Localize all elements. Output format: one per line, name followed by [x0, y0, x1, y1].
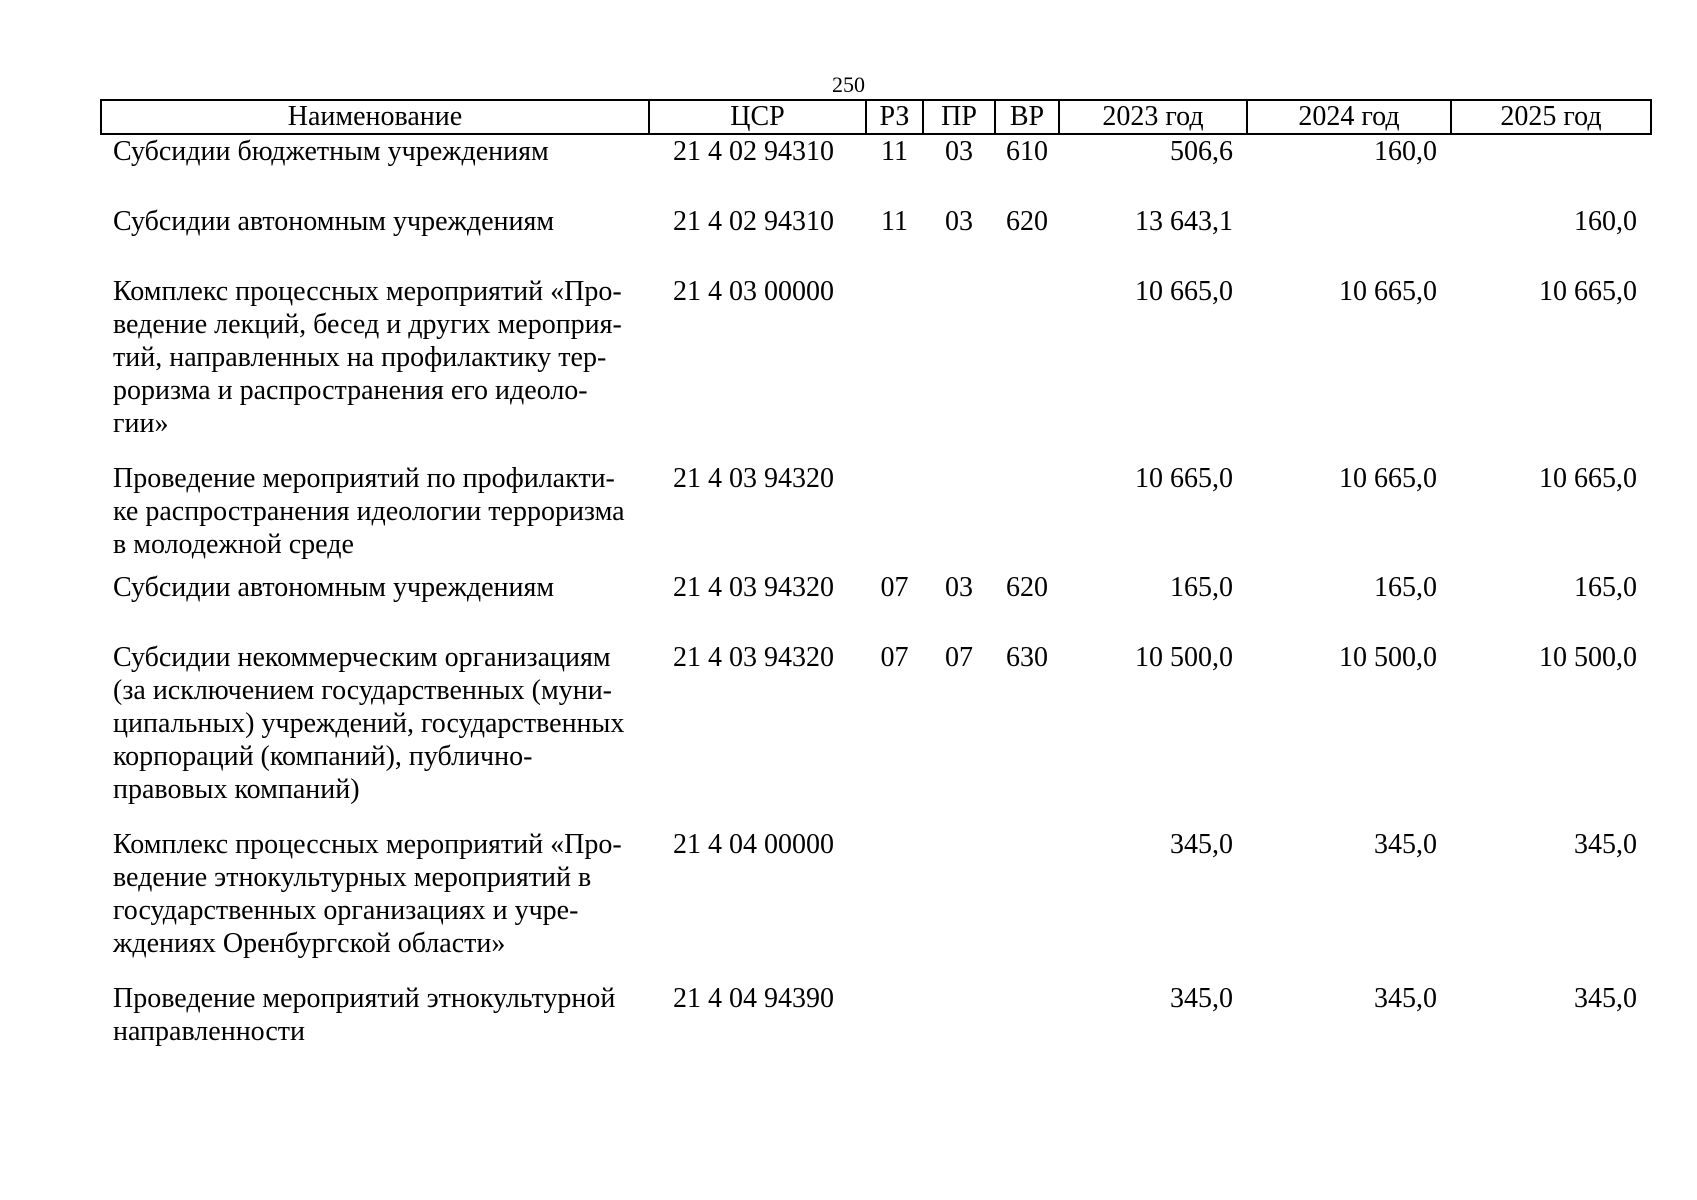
- header-2025: 2025 год: [1451, 100, 1651, 134]
- cell-pr: 03: [945, 206, 973, 237]
- cell-2025: 10 665,0: [1539, 276, 1637, 307]
- cell-pr: [923, 275, 995, 462]
- cell-2024: 345,0: [1374, 983, 1437, 1014]
- cell-2024: 160,0: [1374, 136, 1437, 167]
- cell-rz: [866, 982, 923, 1048]
- cell-pr: [923, 982, 995, 1048]
- cell-vr: 610: [1006, 136, 1048, 167]
- cell-csr: 21 4 03 94320: [673, 572, 834, 603]
- header-vr: ВР: [995, 100, 1059, 134]
- cell-name: Субсидии некоммерческим организациям (за исключением государственных (муни- ципальных) учреждений, государственных корпораций (компаний), публично- правовых компаний): [113, 642, 625, 805]
- table-row: [101, 828, 1651, 982]
- budget-table: [100, 99, 1652, 1048]
- header-name: Наименование: [101, 100, 649, 134]
- cell-2024: [1247, 205, 1451, 275]
- cell-vr: [995, 828, 1059, 982]
- cell-2025: 345,0: [1574, 983, 1637, 1014]
- cell-2025: 10 665,0: [1539, 463, 1637, 494]
- cell-2024: 345,0: [1374, 829, 1437, 860]
- cell-pr: 03: [945, 572, 973, 603]
- table-row: [101, 275, 1651, 462]
- cell-name: Комплекс процессных мероприятий «Про- ведение этнокультурных мероприятий в государственных организациях и учре- ждениях Оренбургской области»: [113, 829, 622, 959]
- cell-rz: 07: [880, 642, 909, 673]
- cell-vr: [995, 462, 1059, 571]
- cell-2023: 345,0: [1170, 829, 1233, 860]
- cell-name: Проведение мероприятий по профилакти- ке распространения идеологии терроризма в молодежной среде: [113, 463, 625, 560]
- table-row: [101, 205, 1651, 275]
- cell-rz: [866, 828, 923, 982]
- cell-csr: 21 4 04 00000: [673, 829, 834, 860]
- cell-csr: 21 4 03 00000: [673, 276, 834, 307]
- cell-csr: 21 4 02 94310: [673, 206, 834, 237]
- cell-pr: [923, 828, 995, 982]
- cell-name: Комплекс процессных мероприятий «Про- ведение лекций, бесед и других мероприя- тий, направленных на профилактику тер- роризма и распространения его идеоло- гии»: [113, 276, 622, 439]
- table-row: [101, 462, 1651, 571]
- table-header-row: [101, 100, 1651, 134]
- table-row: [101, 641, 1651, 828]
- cell-2023: 10 665,0: [1135, 276, 1233, 307]
- cell-csr: 21 4 02 94310: [673, 136, 834, 167]
- cell-pr: 07: [945, 642, 973, 673]
- table-row: [101, 134, 1651, 205]
- cell-vr: 620: [1006, 206, 1048, 237]
- cell-name: Субсидии бюджетным учреждениям: [113, 136, 549, 167]
- table-row: [101, 571, 1651, 641]
- cell-rz: 11: [881, 136, 908, 167]
- cell-rz: 11: [881, 206, 908, 237]
- cell-2025: 160,0: [1574, 206, 1637, 237]
- cell-2024: 10 665,0: [1339, 463, 1437, 494]
- table-body: [101, 134, 1651, 1048]
- header-pr: ПР: [923, 100, 995, 134]
- cell-2025: [1451, 134, 1651, 205]
- cell-2025: 165,0: [1574, 572, 1637, 603]
- header-csr: ЦСР: [649, 100, 866, 134]
- cell-pr: 03: [945, 136, 973, 167]
- cell-csr: 21 4 03 94320: [673, 463, 834, 494]
- header-2024: 2024 год: [1247, 100, 1451, 134]
- table-row: [101, 982, 1651, 1048]
- cell-2023: 345,0: [1170, 983, 1233, 1014]
- cell-name: Проведение мероприятий этнокультурной направленности: [113, 983, 616, 1047]
- header-2023: 2023 год: [1059, 100, 1247, 134]
- cell-name: Субсидии автономным учреждениям: [113, 572, 555, 603]
- cell-2024: 165,0: [1374, 572, 1437, 603]
- cell-rz: [866, 462, 923, 571]
- cell-2023: 13 643,1: [1135, 206, 1233, 237]
- cell-2025: 10 500,0: [1539, 642, 1637, 673]
- cell-2024: 10 500,0: [1339, 642, 1437, 673]
- cell-2024: 10 665,0: [1339, 276, 1437, 307]
- cell-vr: [995, 982, 1059, 1048]
- cell-pr: [923, 462, 995, 571]
- cell-2023: 165,0: [1170, 572, 1233, 603]
- cell-2023: 506,6: [1170, 136, 1233, 167]
- cell-2023: 10 665,0: [1135, 463, 1233, 494]
- cell-vr: [995, 275, 1059, 462]
- cell-vr: 630: [1006, 642, 1048, 673]
- cell-rz: [866, 275, 923, 462]
- cell-vr: 620: [1006, 572, 1048, 603]
- cell-name: Субсидии автономным учреждениям: [113, 206, 555, 237]
- cell-csr: 21 4 04 94390: [673, 983, 834, 1014]
- header-rz: РЗ: [866, 100, 923, 134]
- cell-2025: 345,0: [1574, 829, 1637, 860]
- cell-rz: 07: [880, 572, 909, 603]
- page-number: 250: [832, 72, 865, 97]
- cell-csr: 21 4 03 94320: [673, 642, 834, 673]
- cell-2023: 10 500,0: [1135, 642, 1233, 673]
